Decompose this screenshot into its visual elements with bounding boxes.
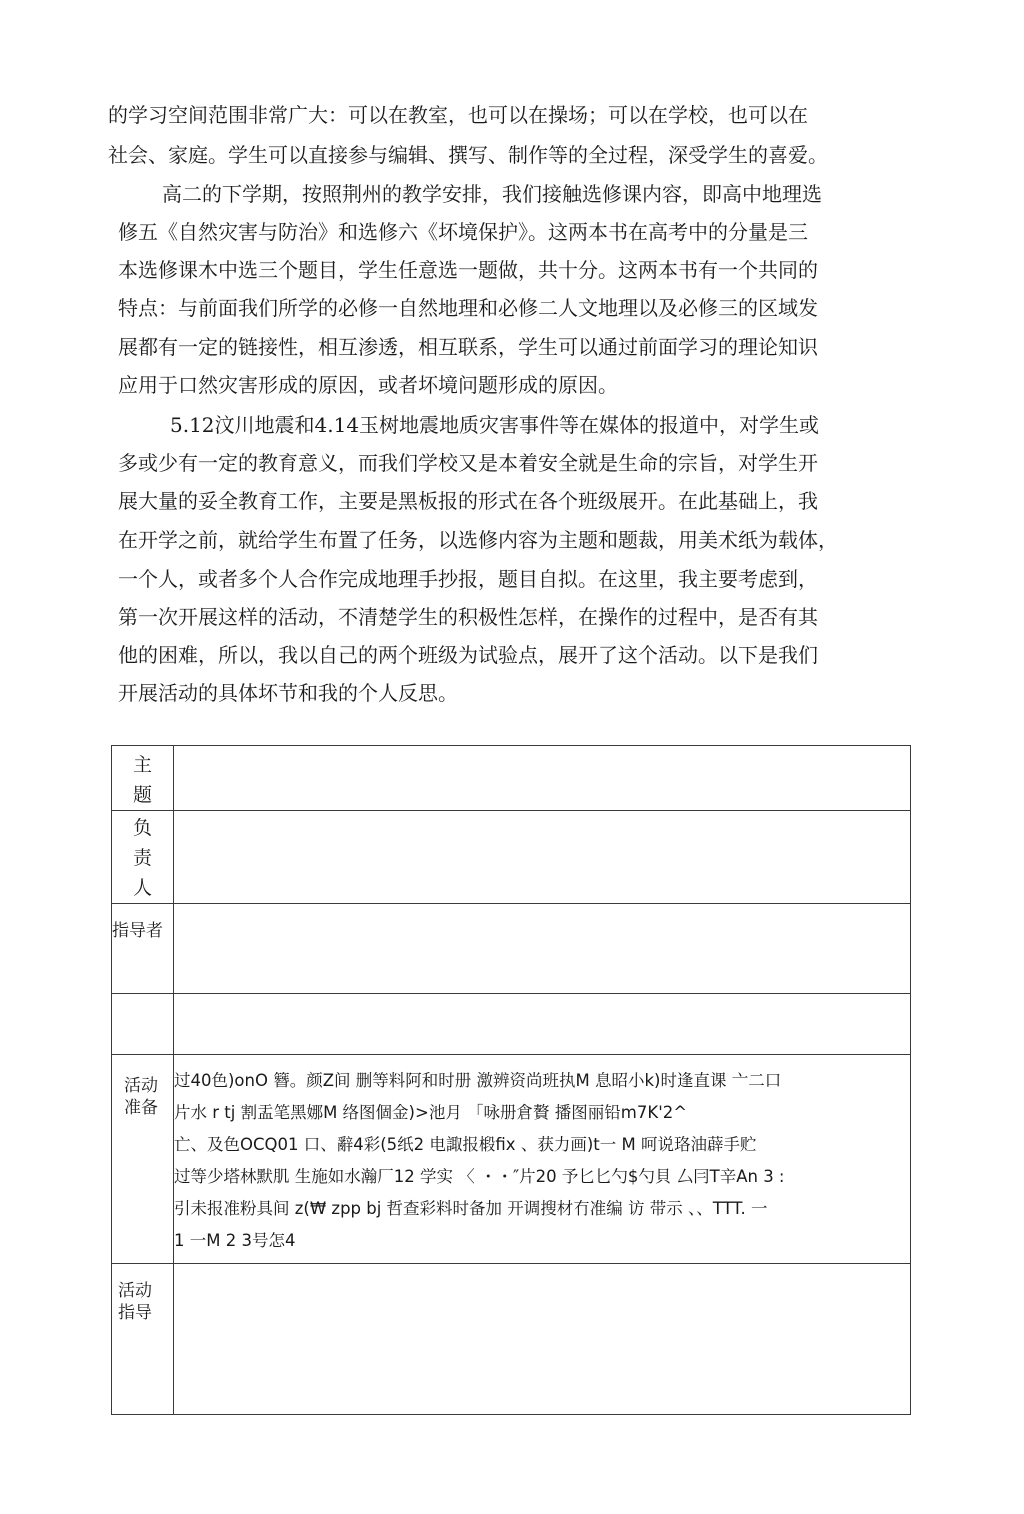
- text-line: 他的困难，所以，我以自己的两个班级为试验点，展开了这个活动。以下是我们: [118, 643, 818, 667]
- table-row-blank: [112, 994, 911, 1055]
- text-line: 本选修课木中选三个题目，学生任意选一题做，共十分。这两本书有一个共同的: [118, 258, 818, 282]
- text-line: 应用于口然灾害形成的原因，或者坏境问题形成的原因。: [118, 373, 618, 397]
- label-line: 主: [132, 754, 152, 776]
- label-line: 指导者: [112, 921, 163, 941]
- prep-line: 1 一M 2 3号怎4: [174, 1231, 296, 1250]
- label-line: 题: [132, 784, 152, 806]
- owner-label: [112, 811, 174, 904]
- label-line: 活动: [118, 1281, 152, 1301]
- label-line: 人: [132, 877, 152, 899]
- text-line: 多或少有一定的教育意义，而我们学校又是本着安全就是生命的宗旨，对学生开: [118, 451, 818, 475]
- text-line: 展都有一定的链接性，相互渗透，相互联系，学生可以通过前面学习的理论知识: [118, 335, 818, 359]
- prep-cell: [174, 1055, 911, 1264]
- topic-cell: [174, 746, 911, 811]
- text-line: 展大量的妥全教育工作，主要是黑板报的形式在各个班级展开。在此基础上，我: [118, 489, 818, 513]
- text-line: 5.12汶川地震和4.14玉树地震地质灾害事件等在媒体的报道中，对学生或: [170, 413, 820, 437]
- text-line: 一个人，或者多个人合作完成地理手抄报，题目自拟。在这里，我主要考虑到，: [118, 567, 818, 591]
- text-line: 特点：与前面我们所学的必修一自然地理和必修二人文地理以及必修三的区域发: [118, 296, 818, 320]
- table-row-guide: [112, 1264, 911, 1415]
- advisor-cell: [174, 904, 911, 994]
- advisor-label: [112, 904, 174, 994]
- blank-label-cell: [112, 994, 174, 1055]
- text-line: 高二的下学期，按照荆州的教学安排，我们接触选修课内容，即高中地理选: [162, 182, 822, 206]
- owner-cell: [174, 811, 911, 904]
- text-line: 第一次开展这样的活动，不清楚学生的积极性怎样，在操作的过程中，是否有其: [118, 605, 818, 629]
- table-row-topic: [112, 746, 911, 811]
- label-line: 责: [132, 847, 152, 869]
- table-row-prep: [112, 1055, 911, 1264]
- text-line: 的学习空间范围非常广大：可以在教室，也可以在操场；可以在学校，也可以在: [108, 103, 808, 127]
- text-line: 修五《自然灾害与防治》和选修六《坏境保护》。这两本书在高考中的分量是三: [118, 220, 808, 244]
- prep-line: 亡、及色OCQ01 口、辭4彩(5纸2 电諏报椴fix 、获力画)t一 M 呵说珞油薜手贮: [174, 1135, 757, 1154]
- prep-line: 引未报准粉具间 z(₩ zpp bj 哲查彩料时备加 开调搜材冇准编 访 带示 、、TTT. 一: [174, 1199, 768, 1218]
- label-line: 负: [132, 817, 152, 839]
- label-line: 活动: [124, 1076, 158, 1096]
- topic-label: [112, 746, 174, 811]
- guide-cell: [174, 1264, 911, 1415]
- prep-label: [112, 1055, 174, 1264]
- prep-line: 片水 r tj 割盂笔黑娜M 络图個金)>池月 「咏册倉贅 播图丽铅m7K'2^: [174, 1103, 688, 1122]
- text-line: 在开学之前，就给学生布置了任务，以选修内容为主题和题裁，用美术纸为载体，: [118, 528, 838, 552]
- table-row-owner: [112, 811, 911, 904]
- prep-line: 过等少塔林默肌 生施如水瀚厂12 学实 〈 ・・″片20 予匕匕勺$勺貝 厶冃T辛An 3 :: [174, 1167, 785, 1186]
- table-row-advisor: [112, 904, 911, 994]
- text-line: 社会、家庭。学生可以直接参与编辑、撰写、制作等的全过程，深受学生的喜爱。: [108, 143, 828, 167]
- text-line: 开展活动的具体坏节和我的个人反思。: [118, 681, 458, 705]
- guide-label: [112, 1264, 174, 1415]
- activity-form-table: [111, 745, 910, 1408]
- blank-cell: [174, 994, 911, 1055]
- prep-line: 过40色)onO 簪。颜Z间 删等料阿和时册 激辨资尚班执M 息昭小k)时逢直课 亠二口: [174, 1071, 782, 1090]
- label-line: 指导: [118, 1303, 152, 1323]
- label-line: 准备: [124, 1098, 158, 1118]
